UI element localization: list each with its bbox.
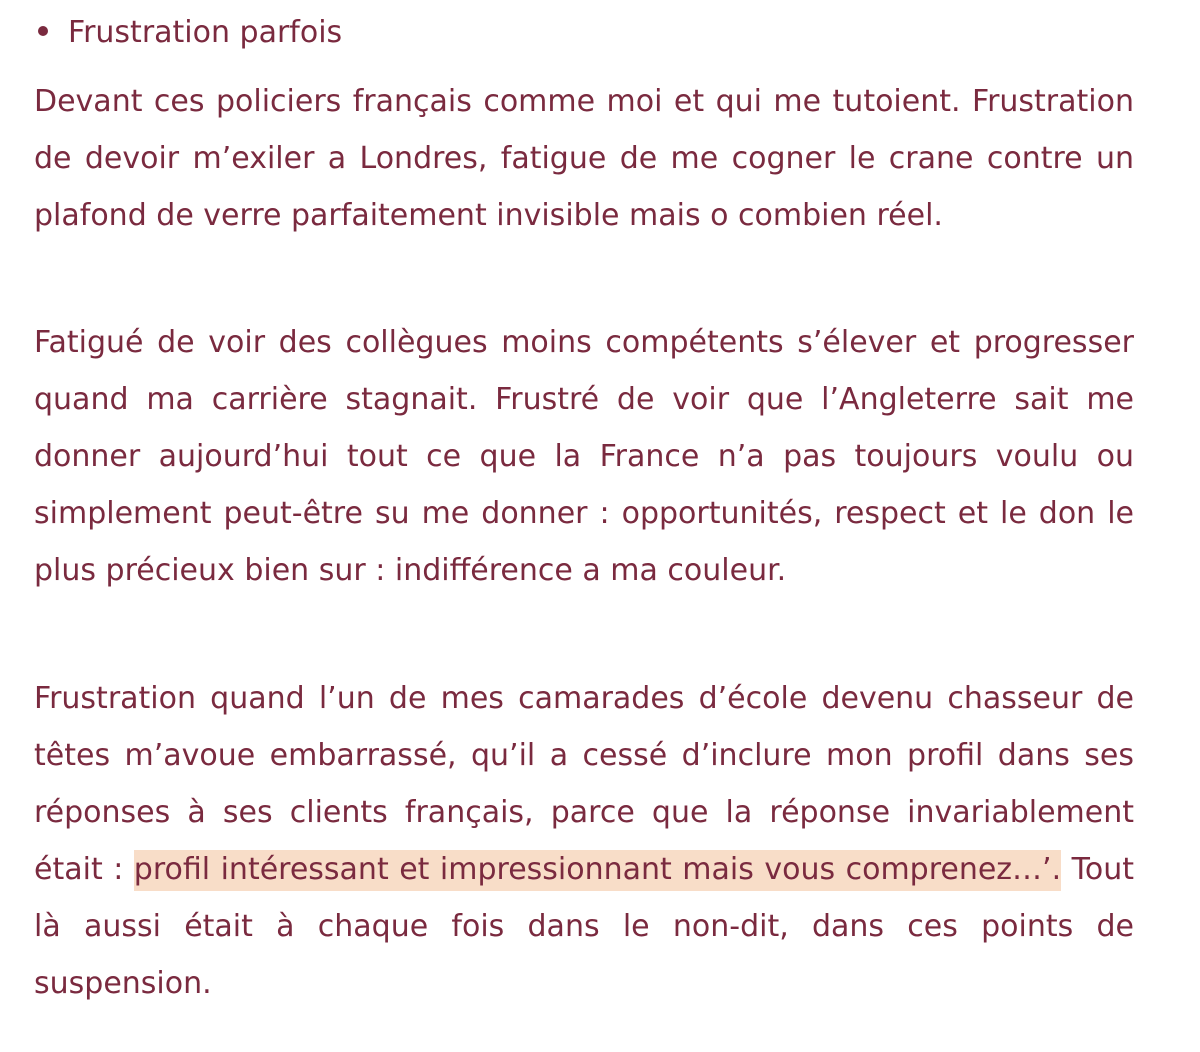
highlighted-quote: profil intéressant et impressionnant mais vous comprenez…’. [134, 850, 1061, 891]
bullet-item [34, 4, 342, 61]
bullet-dot-icon [38, 26, 48, 36]
bullet-item-text: Frustration parfois [68, 15, 343, 50]
paragraph-3-text-after: Tout là aussi était à chaque fois dans le non-dit, dans ces points de suspension. [34, 852, 1134, 1001]
paragraph-3 [34, 670, 1134, 1012]
paragraph-1: Devant ces policiers français comme moi et qui me tutoient. Frustration de devoir m’exiler a Londres, fatigue de me cogner le crane contre un plafond de verre parfaitement invisible mais o combien réel. [34, 84, 1134, 233]
paragraph-2: Fatigué de voir des collègues moins compétents s’élever et progresser quand ma carrière stagnait. Frustré de voir que l’Angleterre sait me donner aujourd’hui tout ce que la France n’a pas toujours voulu ou simplement peut-être su me donner : opportunités, respect et le don le plus précieux bien sur : indifférence a ma couleur. [34, 325, 1134, 588]
paragraph-3-text-before: Frustration quand l’un de mes camarades d’école devenu chasseur de têtes m’avoue embarrassé, qu’il a cessé d’inclure mon profil dans ses réponses à ses clients français, parce que la réponse invariablement était : [34, 681, 1134, 887]
